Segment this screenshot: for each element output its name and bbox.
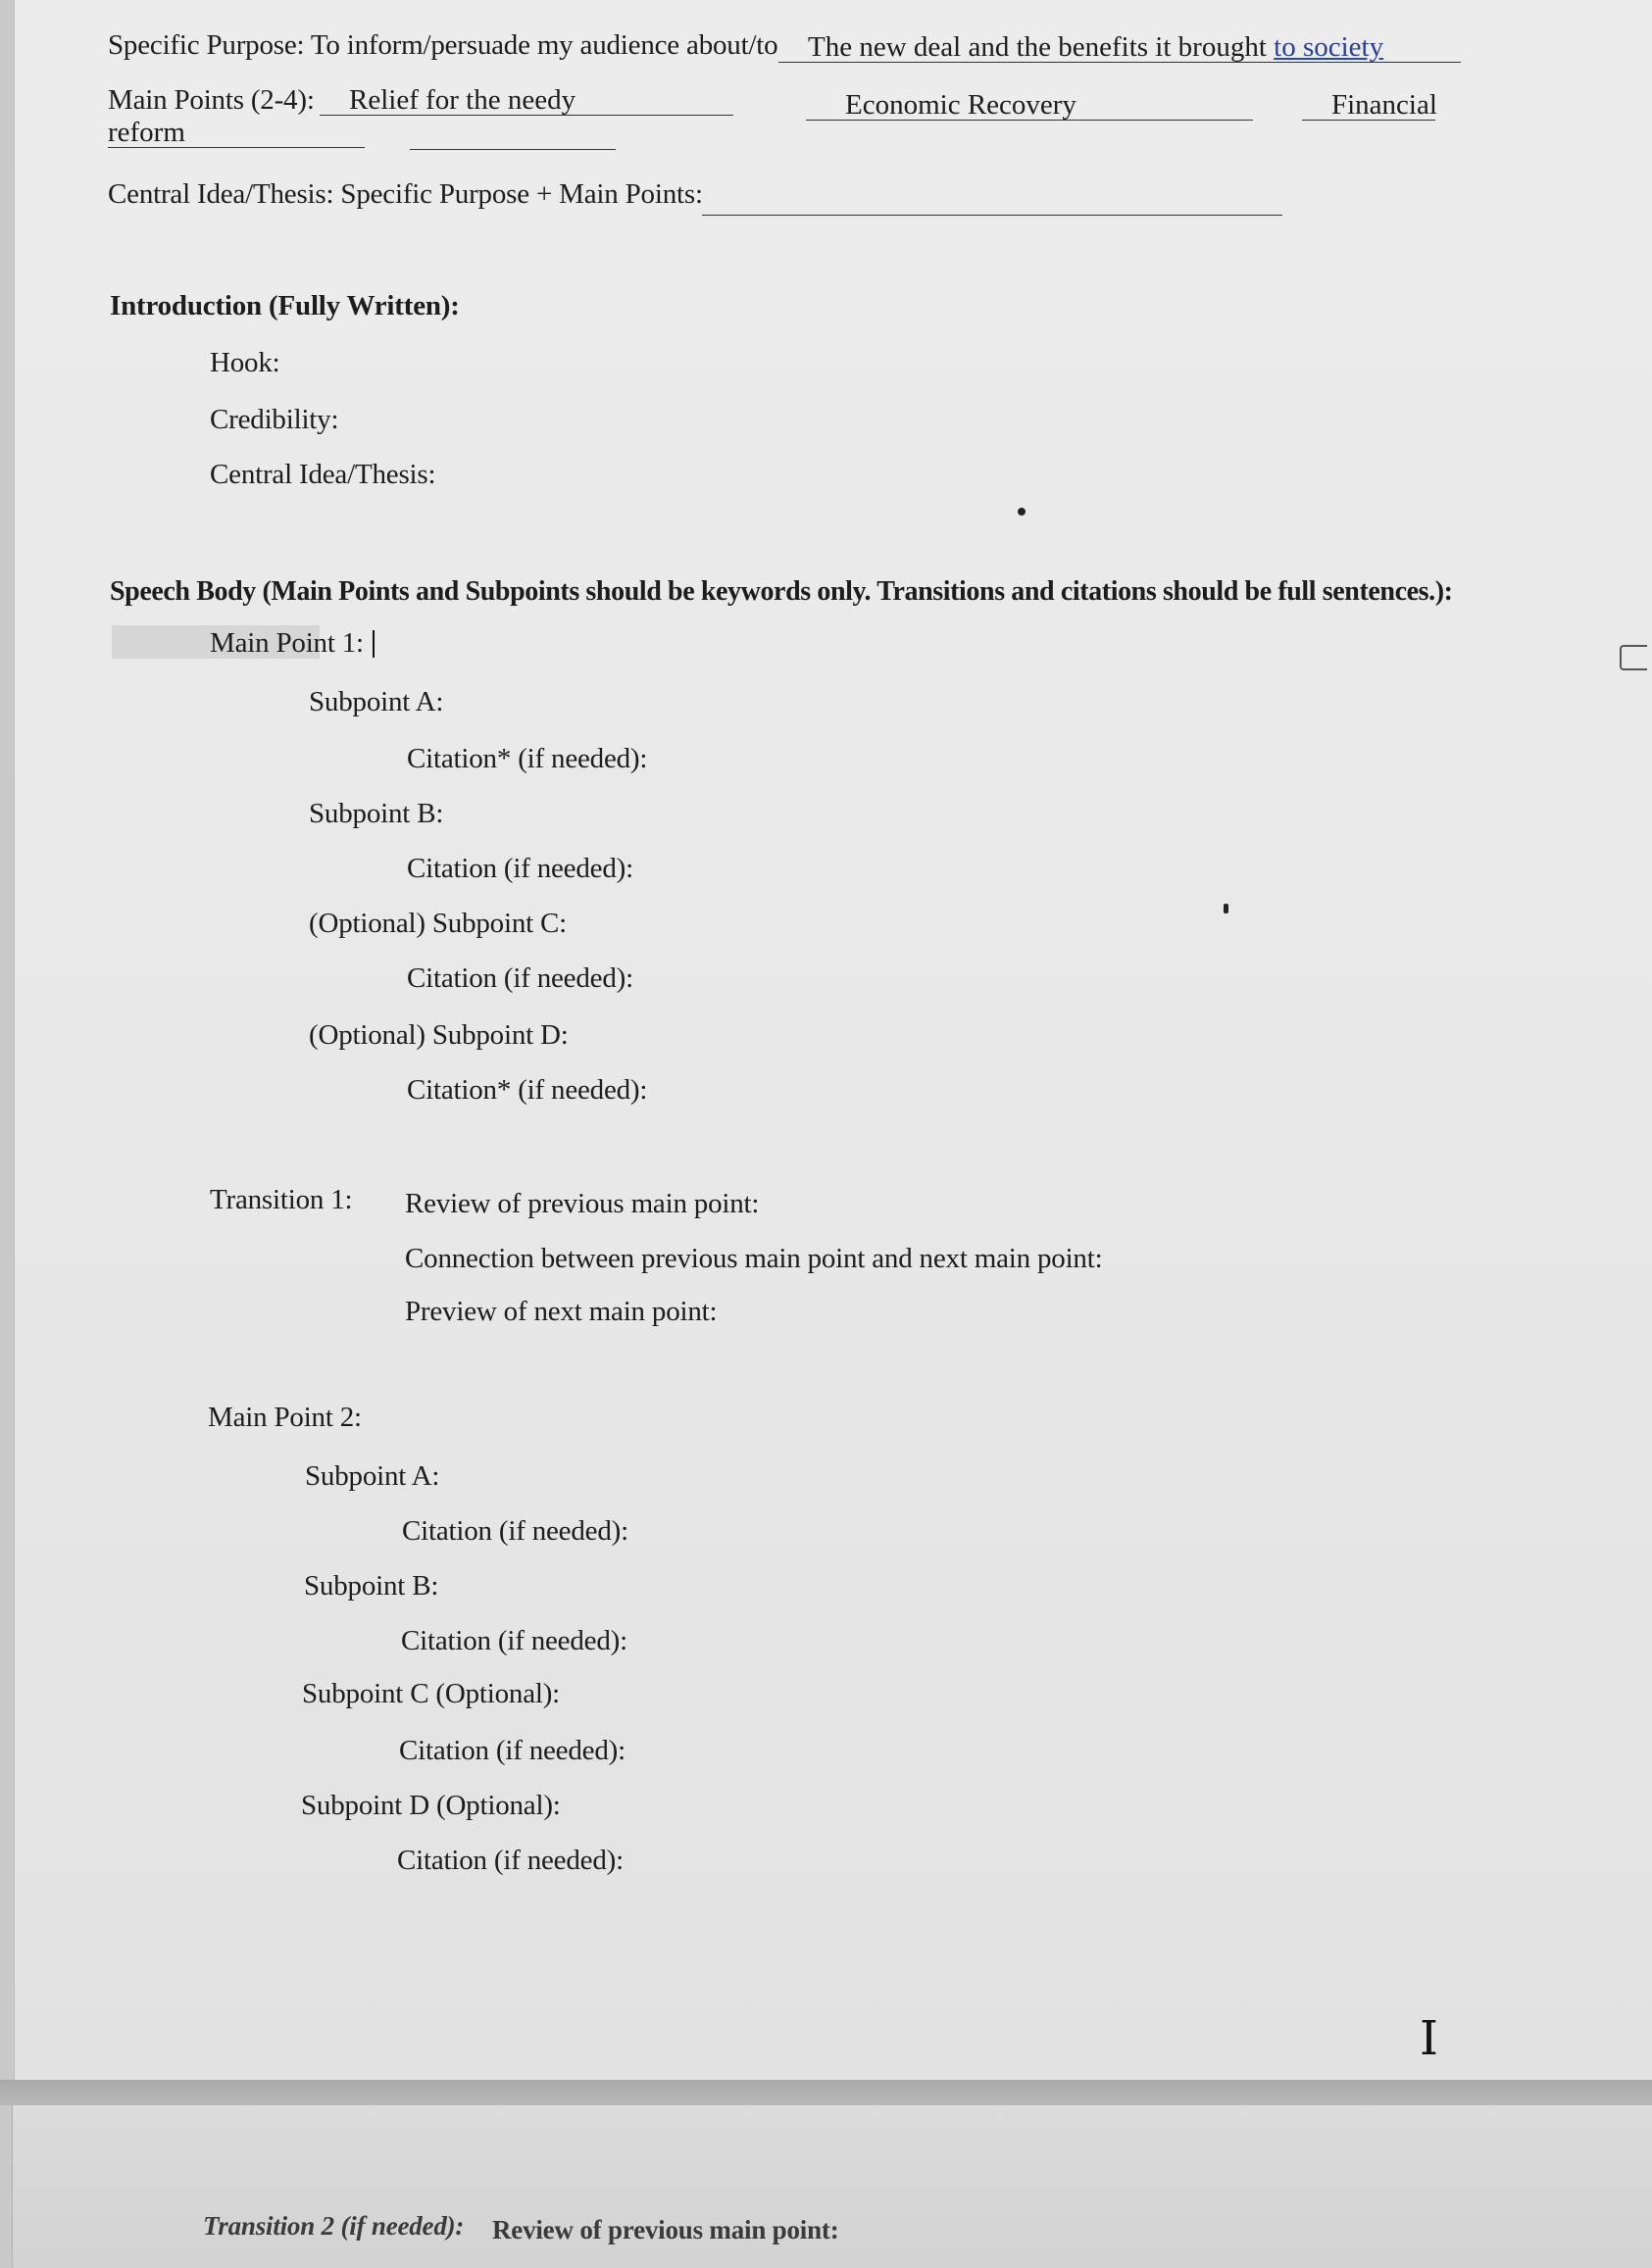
introduction-heading: Introduction (Fully Written): xyxy=(110,290,460,321)
main-point-value-3: Financial xyxy=(1331,89,1437,121)
mp2-subpoint-c[interactable]: Subpoint C (Optional): xyxy=(302,1678,561,1709)
stray-mark xyxy=(1224,904,1228,913)
main-point-field-2[interactable] xyxy=(806,90,1253,121)
page-break xyxy=(0,2080,1652,2105)
mp1-citation-c[interactable]: Citation (if needed): xyxy=(407,962,633,994)
intro-credibility-label[interactable]: Credibility: xyxy=(210,404,339,435)
central-idea-label: Central Idea/Thesis: Specific Purpose + Main Points: xyxy=(108,178,703,210)
specific-purpose-text-tail: to society xyxy=(1274,31,1384,63)
stray-mark xyxy=(1018,508,1026,516)
main-point-field-1[interactable] xyxy=(320,85,733,116)
main-point-value-2: Economic Recovery xyxy=(845,89,1076,121)
mp2-subpoint-a[interactable]: Subpoint A: xyxy=(305,1460,440,1492)
mp1-subpoint-a[interactable]: Subpoint A: xyxy=(309,686,444,717)
specific-purpose-label: Specific Purpose: To inform/persuade my audience about/to xyxy=(108,29,778,61)
mp2-citation-c[interactable]: Citation (if needed): xyxy=(399,1735,626,1766)
main-point-1-label[interactable]: Main Point 1: xyxy=(210,627,364,659)
mp1-subpoint-c[interactable]: (Optional) Subpoint C: xyxy=(309,908,568,939)
main-point-value-3-wrap: reform xyxy=(108,117,185,148)
main-point-field-3-wrap[interactable] xyxy=(108,118,365,148)
ibeam-cursor-icon: I xyxy=(1420,2011,1438,2066)
mp1-citation-b[interactable]: Citation (if needed): xyxy=(407,853,633,884)
mp2-citation-a[interactable]: Citation (if needed): xyxy=(402,1515,628,1547)
specific-purpose-field[interactable] xyxy=(778,32,1461,63)
mp1-subpoint-d[interactable]: (Optional) Subpoint D: xyxy=(309,1019,569,1051)
speech-body-heading: Speech Body (Main Points and Subpoints should be keywords only. Transitions and citations should be full sentences.): xyxy=(110,576,1453,607)
mp2-subpoint-d[interactable]: Subpoint D (Optional): xyxy=(301,1790,561,1821)
transition-1-preview[interactable]: Preview of next main point: xyxy=(405,1296,718,1327)
transition-1-review[interactable]: Review of previous main point: xyxy=(405,1188,760,1219)
main-point-2-label[interactable]: Main Point 2: xyxy=(208,1402,362,1433)
mp2-citation-d[interactable]: Citation (if needed): xyxy=(397,1845,624,1876)
transition-2-review[interactable]: Review of previous main point: xyxy=(492,2215,839,2244)
mp2-citation-b[interactable]: Citation (if needed): xyxy=(401,1625,627,1656)
mp2-subpoint-b[interactable]: Subpoint B: xyxy=(304,1570,439,1602)
intro-hook-label[interactable]: Hook: xyxy=(210,347,280,378)
mp1-subpoint-b[interactable]: Subpoint B: xyxy=(309,798,444,829)
main-point-field-4[interactable] xyxy=(410,149,616,150)
transition-1-label: Transition 1: xyxy=(210,1184,353,1215)
main-points-label: Main Points (2-4): xyxy=(108,84,315,116)
transition-1-connection[interactable]: Connection between previous main point and next main point: xyxy=(405,1243,1103,1274)
main-point-field-3[interactable] xyxy=(1302,90,1435,121)
intro-thesis-label[interactable]: Central Idea/Thesis: xyxy=(210,459,436,490)
mp1-citation-a[interactable]: Citation* (if needed): xyxy=(407,743,648,774)
main-point-value-1: Relief for the needy xyxy=(349,84,576,116)
comment-icon[interactable] xyxy=(1620,645,1647,670)
specific-purpose-text: The new deal and the benefits it brought xyxy=(808,31,1275,63)
transition-2-label: Transition 2 (if needed): xyxy=(203,2211,465,2241)
mp1-citation-d[interactable]: Citation* (if needed): xyxy=(407,1074,648,1106)
central-idea-field[interactable] xyxy=(702,215,1282,216)
text-cursor xyxy=(373,630,375,658)
